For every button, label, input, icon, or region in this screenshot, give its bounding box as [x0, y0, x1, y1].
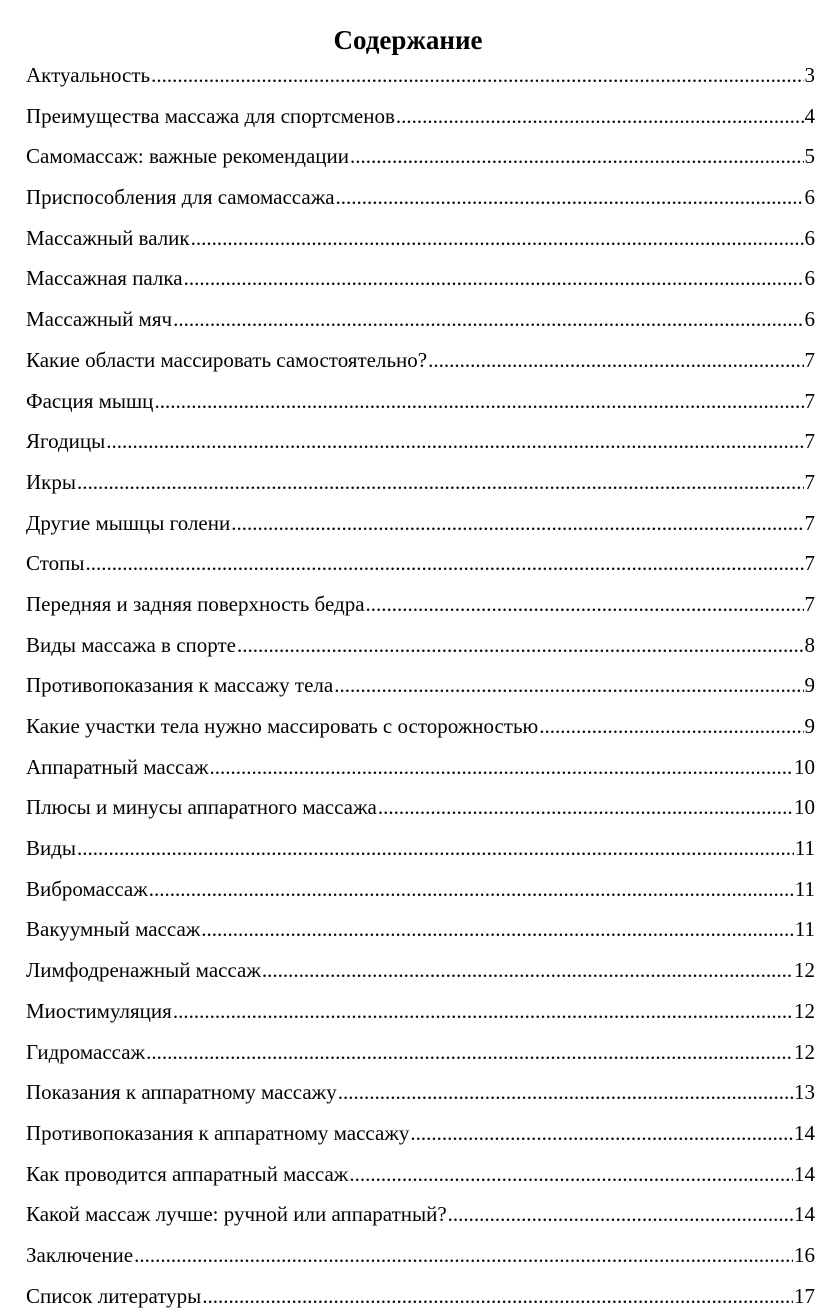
toc-entry-page-number: 7 — [804, 388, 815, 413]
toc-entry[interactable] — [26, 503, 815, 544]
toc-dot-leader — [201, 909, 793, 950]
toc-entry-title: Гидромассаж — [26, 1039, 146, 1064]
toc-dot-leader — [146, 1032, 793, 1073]
toc-dot-leader — [378, 787, 793, 828]
toc-entry-title: Вакуумный массаж — [26, 917, 201, 942]
toc-entry-page-number: 7 — [804, 469, 815, 494]
toc-dot-leader — [85, 543, 803, 584]
toc-entry-title: Показания к аппаратному массажу — [26, 1080, 337, 1105]
toc-entry-page-number: 9 — [804, 673, 815, 698]
toc-entry-page-number: 7 — [804, 591, 815, 616]
toc-entry[interactable] — [26, 950, 815, 991]
toc-dot-leader — [396, 96, 804, 137]
toc-entry-title: Ягодицы — [26, 429, 106, 454]
toc-entry-page-number: 7 — [804, 510, 815, 535]
toc-dot-leader — [77, 462, 804, 503]
toc-entry[interactable] — [26, 1154, 815, 1195]
toc-entry-title: Стопы — [26, 551, 85, 576]
toc-entry-title: Противопоказания к массажу тела — [26, 673, 334, 698]
toc-entry-title: Список литературы — [26, 1283, 202, 1308]
toc-entry-title: Как проводится аппаратный массаж — [26, 1161, 349, 1186]
toc-entry-page-number: 14 — [794, 1120, 815, 1145]
toc-entry[interactable] — [26, 462, 815, 503]
toc-entry-title: Актуальность — [26, 63, 151, 87]
toc-entry[interactable] — [26, 299, 815, 340]
toc-entry-page-number: 9 — [804, 714, 815, 738]
toc-entry-title: Какие участки тела нужно массировать с осторожностью — [26, 714, 539, 738]
toc-entry-page-number: 17 — [794, 1283, 815, 1308]
toc-entry[interactable] — [26, 1276, 815, 1316]
page-title: Содержание — [333, 25, 483, 55]
toc-dot-leader — [149, 869, 794, 910]
toc-entry-title: Массажная палка — [26, 266, 183, 291]
toc-entry-page-number: 12 — [794, 1039, 815, 1064]
toc-entry[interactable] — [26, 96, 815, 137]
toc-entry[interactable] — [26, 787, 815, 828]
toc-dot-leader — [237, 625, 804, 666]
toc-entry-page-number: 7 — [804, 429, 815, 454]
toc-entry[interactable] — [26, 1072, 815, 1113]
toc-entry-page-number: 7 — [804, 551, 815, 576]
toc-entry-title: Другие мышцы голени — [26, 510, 231, 535]
toc-entry[interactable] — [26, 991, 815, 1032]
toc-entry-title: Массажный мяч — [26, 307, 173, 332]
toc-entry[interactable] — [26, 584, 815, 625]
toc-entry-title: Миостимуляция — [26, 998, 172, 1023]
toc-entry-page-number: 6 — [804, 225, 815, 250]
toc-entry-title: Какой массаж лучше: ручной или аппаратный? — [26, 1202, 447, 1227]
toc-entry-title: Икры — [26, 469, 76, 494]
toc-entry[interactable] — [26, 625, 815, 666]
toc-entry[interactable] — [26, 543, 815, 584]
toc-dot-leader — [336, 177, 804, 218]
toc-entry-title: Виды — [26, 836, 77, 861]
toc-entry-page-number: 8 — [804, 632, 815, 657]
toc-entry[interactable] — [26, 421, 815, 462]
toc-entry[interactable] — [26, 665, 815, 706]
toc-entry-page-number: 12 — [794, 958, 815, 983]
toc-entry-page-number: 10 — [794, 795, 815, 820]
toc-dot-leader — [184, 258, 804, 299]
toc-entry[interactable] — [26, 1113, 815, 1154]
toc-entry-title: Виды массажа в спорте — [26, 632, 236, 657]
toc-entry-page-number: 4 — [804, 103, 815, 128]
toc-entry[interactable] — [26, 218, 815, 259]
toc-entry-page-number: 11 — [794, 917, 815, 942]
toc-entry-page-number: 10 — [794, 754, 815, 779]
toc-entry[interactable] — [26, 706, 815, 747]
toc-entry-title: Аппаратный массаж — [26, 754, 209, 779]
toc-entry-page-number: 7 — [804, 347, 815, 372]
toc-dot-leader — [191, 218, 804, 259]
toc-dot-leader — [448, 1194, 793, 1235]
toc-entry-title: Какие области массировать самостоятельно? — [26, 347, 428, 372]
toc-entry-page-number: 16 — [794, 1242, 815, 1267]
toc-entry-page-number: 12 — [794, 998, 815, 1023]
toc-dot-leader — [77, 828, 794, 869]
toc-entry[interactable] — [26, 340, 815, 381]
toc-entry[interactable] — [26, 1194, 815, 1235]
toc-entry[interactable] — [26, 177, 815, 218]
toc-entry[interactable] — [26, 747, 815, 788]
toc-entry-title: Фасция мышц — [26, 388, 154, 413]
toc-dot-leader — [262, 950, 793, 991]
toc-entry[interactable] — [26, 258, 815, 299]
toc-entry[interactable] — [26, 909, 815, 950]
toc-dot-leader — [349, 1154, 793, 1195]
toc-entry-page-number: 6 — [804, 307, 815, 332]
toc-dot-leader — [106, 421, 803, 462]
toc-dot-leader — [209, 747, 793, 788]
toc-entry-title: Передняя и задняя поверхность бедра — [26, 591, 365, 616]
toc-entry[interactable] — [26, 1032, 815, 1073]
toc-dot-leader — [151, 55, 803, 96]
toc-entry-title: Преимущества массажа для спортсменов — [26, 103, 395, 128]
toc-entry-title: Вибромассаж — [26, 876, 148, 901]
toc-dot-leader — [428, 340, 803, 381]
toc-entry-title: Массажный валик — [26, 225, 190, 250]
toc-entry[interactable] — [26, 381, 815, 422]
toc-dot-leader — [202, 1276, 793, 1316]
toc-entry[interactable] — [26, 136, 815, 177]
toc-entry[interactable] — [26, 55, 815, 96]
toc-dot-leader — [410, 1113, 793, 1154]
toc-dot-leader — [366, 584, 804, 625]
toc-entry-title: Противопоказания к аппаратному массажу — [26, 1120, 410, 1145]
toc-entry[interactable] — [26, 1235, 815, 1276]
toc-entry-page-number: 14 — [794, 1161, 815, 1186]
toc-dot-leader — [173, 299, 803, 340]
toc-entry-page-number: 5 — [804, 144, 815, 169]
toc-entry-page-number: 6 — [804, 266, 815, 291]
toc-entry-page-number: 14 — [794, 1202, 815, 1227]
toc-entry-page-number: 13 — [794, 1080, 815, 1105]
toc-dot-leader — [154, 381, 803, 422]
toc-dot-leader — [231, 503, 803, 544]
toc-entry[interactable] — [26, 828, 815, 869]
toc-dot-leader — [539, 706, 803, 747]
toc-entry-page-number: 6 — [804, 185, 815, 210]
toc-entry-title: Плюсы и минусы аппаратного массажа — [26, 795, 377, 820]
toc-entry-title: Лимфодренажный массаж — [26, 958, 261, 983]
toc-dot-leader — [334, 665, 803, 706]
toc-entry-page-number: 3 — [804, 63, 815, 87]
toc-dot-leader — [173, 991, 793, 1032]
toc-dot-leader — [134, 1235, 793, 1276]
toc-dot-leader — [350, 136, 803, 177]
toc-entry-page-number: 11 — [794, 876, 815, 901]
toc-entry[interactable] — [26, 869, 815, 910]
toc-entry-page-number: 11 — [794, 836, 815, 861]
toc-entry-title: Самомассаж: важные рекомендации — [26, 144, 350, 169]
toc-entry-title: Приспособления для самомассажа — [26, 185, 335, 210]
toc-dot-leader — [338, 1072, 793, 1113]
table-of-contents — [26, 55, 815, 1316]
toc-entry-title: Заключение — [26, 1242, 134, 1267]
